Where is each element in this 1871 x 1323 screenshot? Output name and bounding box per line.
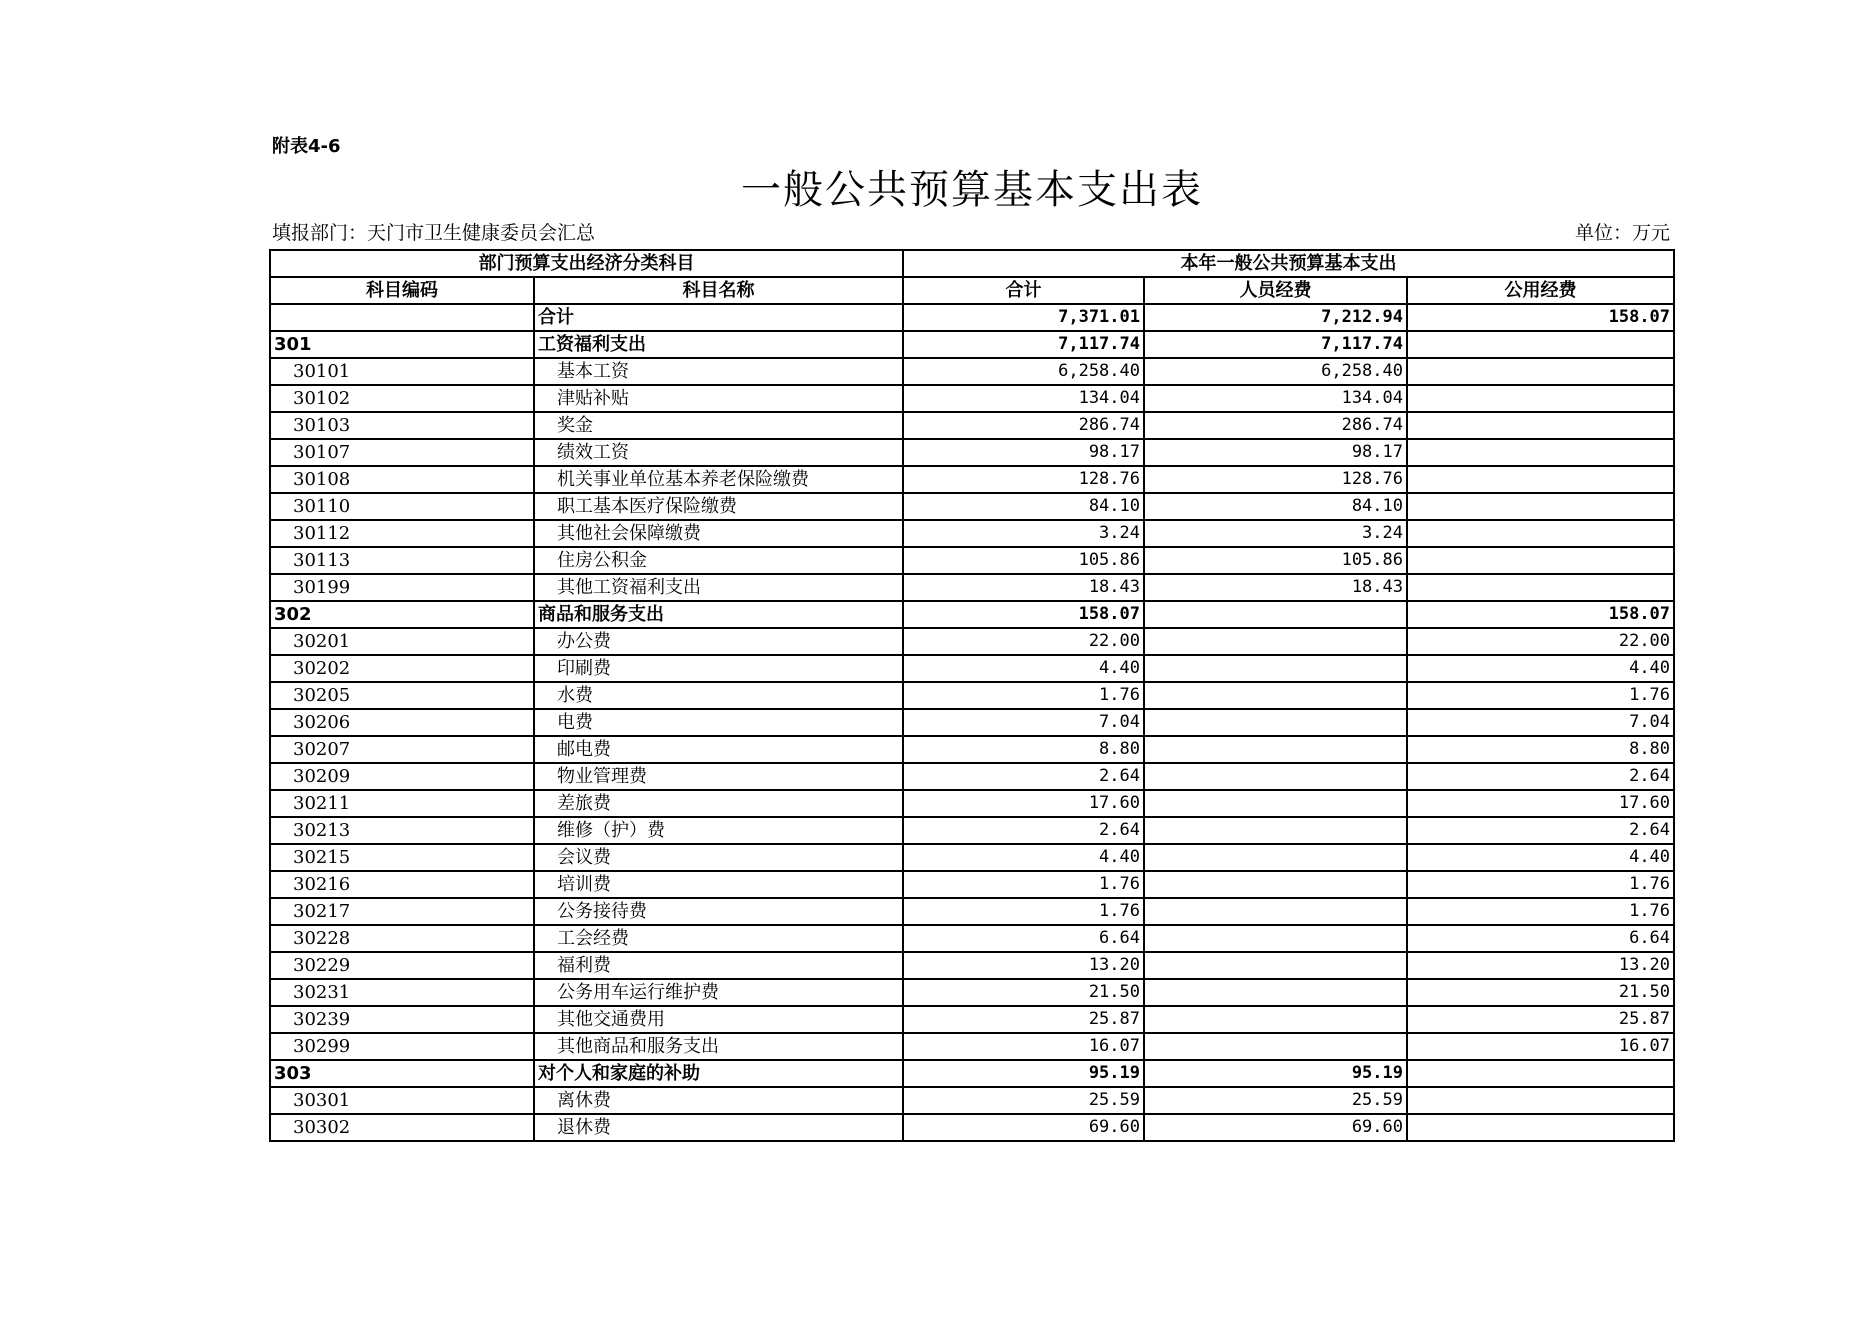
table-row — [270, 844, 1674, 871]
name-cell: 基本工资 — [534, 358, 903, 385]
attachment-label: 附表4-6 — [272, 136, 341, 157]
total-cell: 2.64 — [903, 817, 1144, 844]
public-cell — [1407, 493, 1674, 520]
total-cell: 84.10 — [903, 493, 1144, 520]
table-row — [270, 412, 1674, 439]
code-cell: 301 — [270, 331, 534, 358]
total-cell: 2.64 — [903, 763, 1144, 790]
total-cell: 69.60 — [903, 1114, 1144, 1141]
table-row — [270, 682, 1674, 709]
total-cell: 6,258.40 — [903, 358, 1144, 385]
page-title: 一般公共预算基本支出表 — [741, 167, 1203, 213]
table-row — [270, 736, 1674, 763]
name-cell: 机关事业单位基本养老保险缴费 — [534, 466, 903, 493]
public-cell: 158.07 — [1407, 304, 1674, 331]
column-header-row — [270, 277, 1674, 304]
public-cell — [1407, 358, 1674, 385]
table-row — [270, 304, 1674, 331]
column-header-name: 科目名称 — [534, 277, 903, 304]
public-cell: 2.64 — [1407, 817, 1674, 844]
unit-label: 单位：万元 — [1574, 222, 1670, 244]
table-row — [270, 655, 1674, 682]
personnel-cell — [1144, 655, 1407, 682]
personnel-cell — [1144, 601, 1407, 628]
code-cell: 30239 — [270, 1006, 534, 1033]
personnel-cell: 18.43 — [1144, 574, 1407, 601]
name-cell: 其他社会保障缴费 — [534, 520, 903, 547]
public-cell: 1.76 — [1407, 871, 1674, 898]
total-cell: 1.76 — [903, 682, 1144, 709]
name-cell: 公务接待费 — [534, 898, 903, 925]
name-cell: 福利费 — [534, 952, 903, 979]
table-row — [270, 1033, 1674, 1060]
table-row — [270, 1060, 1674, 1087]
total-cell: 25.59 — [903, 1087, 1144, 1114]
public-cell — [1407, 439, 1674, 466]
name-cell: 津贴补贴 — [534, 385, 903, 412]
personnel-cell — [1144, 817, 1407, 844]
name-cell: 离休费 — [534, 1087, 903, 1114]
table-row — [270, 520, 1674, 547]
name-cell: 物业管理费 — [534, 763, 903, 790]
name-cell: 奖金 — [534, 412, 903, 439]
table-row — [270, 466, 1674, 493]
public-cell: 7.04 — [1407, 709, 1674, 736]
total-cell: 7,117.74 — [903, 331, 1144, 358]
personnel-cell — [1144, 871, 1407, 898]
public-cell: 1.76 — [1407, 898, 1674, 925]
public-cell: 22.00 — [1407, 628, 1674, 655]
public-cell: 6.64 — [1407, 925, 1674, 952]
name-cell: 其他交通费用 — [534, 1006, 903, 1033]
total-cell: 22.00 — [903, 628, 1144, 655]
table-row — [270, 763, 1674, 790]
group-header-classification: 部门预算支出经济分类科目 — [270, 250, 903, 277]
total-cell: 17.60 — [903, 790, 1144, 817]
name-cell: 商品和服务支出 — [534, 601, 903, 628]
code-cell: 30199 — [270, 574, 534, 601]
personnel-cell — [1144, 682, 1407, 709]
code-cell: 30211 — [270, 790, 534, 817]
public-cell: 13.20 — [1407, 952, 1674, 979]
code-cell: 30113 — [270, 547, 534, 574]
name-cell: 绩效工资 — [534, 439, 903, 466]
public-cell — [1407, 1087, 1674, 1114]
name-cell: 电费 — [534, 709, 903, 736]
personnel-cell: 3.24 — [1144, 520, 1407, 547]
name-cell: 维修（护）费 — [534, 817, 903, 844]
public-cell — [1407, 1114, 1674, 1141]
total-cell: 158.07 — [903, 601, 1144, 628]
public-cell — [1407, 1060, 1674, 1087]
total-cell: 4.40 — [903, 844, 1144, 871]
table-row — [270, 709, 1674, 736]
personnel-cell — [1144, 979, 1407, 1006]
name-cell: 印刷费 — [534, 655, 903, 682]
total-cell: 98.17 — [903, 439, 1144, 466]
public-cell: 25.87 — [1407, 1006, 1674, 1033]
name-cell: 水费 — [534, 682, 903, 709]
name-cell: 合计 — [534, 304, 903, 331]
expenditure-table — [269, 249, 1675, 1142]
table-row — [270, 790, 1674, 817]
total-cell: 128.76 — [903, 466, 1144, 493]
code-cell — [270, 304, 534, 331]
table-row — [270, 493, 1674, 520]
personnel-cell — [1144, 709, 1407, 736]
code-cell: 30207 — [270, 736, 534, 763]
public-cell — [1407, 412, 1674, 439]
table-row — [270, 439, 1674, 466]
code-cell: 30202 — [270, 655, 534, 682]
total-cell: 18.43 — [903, 574, 1144, 601]
total-cell: 7,371.01 — [903, 304, 1144, 331]
name-cell: 公务用车运行维护费 — [534, 979, 903, 1006]
table-row — [270, 1114, 1674, 1141]
table-row — [270, 358, 1674, 385]
code-cell: 30206 — [270, 709, 534, 736]
public-cell — [1407, 385, 1674, 412]
name-cell: 工会经费 — [534, 925, 903, 952]
table-row — [270, 925, 1674, 952]
code-cell: 30217 — [270, 898, 534, 925]
code-cell: 30213 — [270, 817, 534, 844]
code-cell: 30228 — [270, 925, 534, 952]
total-cell: 6.64 — [903, 925, 1144, 952]
total-cell: 95.19 — [903, 1060, 1144, 1087]
column-header-code: 科目编码 — [270, 277, 534, 304]
personnel-cell: 98.17 — [1144, 439, 1407, 466]
public-cell: 16.07 — [1407, 1033, 1674, 1060]
code-cell: 30103 — [270, 412, 534, 439]
personnel-cell: 7,117.74 — [1144, 331, 1407, 358]
name-cell: 其他商品和服务支出 — [534, 1033, 903, 1060]
total-cell: 16.07 — [903, 1033, 1144, 1060]
personnel-cell — [1144, 844, 1407, 871]
total-cell: 1.76 — [903, 871, 1144, 898]
column-header-total: 合计 — [903, 277, 1144, 304]
table-row — [270, 952, 1674, 979]
public-cell: 1.76 — [1407, 682, 1674, 709]
total-cell: 13.20 — [903, 952, 1144, 979]
personnel-cell — [1144, 736, 1407, 763]
total-cell: 1.76 — [903, 898, 1144, 925]
total-cell: 8.80 — [903, 736, 1144, 763]
code-cell: 30215 — [270, 844, 534, 871]
public-cell: 21.50 — [1407, 979, 1674, 1006]
code-cell: 30299 — [270, 1033, 534, 1060]
personnel-cell — [1144, 790, 1407, 817]
personnel-cell — [1144, 898, 1407, 925]
public-cell: 8.80 — [1407, 736, 1674, 763]
name-cell: 培训费 — [534, 871, 903, 898]
name-cell: 职工基本医疗保险缴费 — [534, 493, 903, 520]
code-cell: 30231 — [270, 979, 534, 1006]
table-row — [270, 817, 1674, 844]
name-cell: 住房公积金 — [534, 547, 903, 574]
code-cell: 30201 — [270, 628, 534, 655]
personnel-cell: 105.86 — [1144, 547, 1407, 574]
table-body — [270, 304, 1674, 1141]
personnel-cell — [1144, 1006, 1407, 1033]
table-row — [270, 979, 1674, 1006]
group-header-row — [270, 250, 1674, 277]
code-cell: 30216 — [270, 871, 534, 898]
table-row — [270, 628, 1674, 655]
table-row — [270, 871, 1674, 898]
personnel-cell: 286.74 — [1144, 412, 1407, 439]
personnel-cell: 134.04 — [1144, 385, 1407, 412]
code-cell: 30101 — [270, 358, 534, 385]
public-cell: 158.07 — [1407, 601, 1674, 628]
name-cell: 邮电费 — [534, 736, 903, 763]
code-cell: 30209 — [270, 763, 534, 790]
public-cell: 4.40 — [1407, 844, 1674, 871]
code-cell: 30205 — [270, 682, 534, 709]
personnel-cell — [1144, 628, 1407, 655]
personnel-cell — [1144, 925, 1407, 952]
table-row — [270, 331, 1674, 358]
code-cell: 30107 — [270, 439, 534, 466]
name-cell: 差旅费 — [534, 790, 903, 817]
public-cell — [1407, 574, 1674, 601]
personnel-cell: 95.19 — [1144, 1060, 1407, 1087]
name-cell: 办公费 — [534, 628, 903, 655]
personnel-cell: 25.59 — [1144, 1087, 1407, 1114]
code-cell: 302 — [270, 601, 534, 628]
total-cell: 3.24 — [903, 520, 1144, 547]
public-cell: 4.40 — [1407, 655, 1674, 682]
total-cell: 105.86 — [903, 547, 1144, 574]
public-cell — [1407, 466, 1674, 493]
personnel-cell: 7,212.94 — [1144, 304, 1407, 331]
name-cell: 会议费 — [534, 844, 903, 871]
personnel-cell — [1144, 763, 1407, 790]
public-cell — [1407, 331, 1674, 358]
public-cell — [1407, 547, 1674, 574]
code-cell: 30301 — [270, 1087, 534, 1114]
code-cell: 303 — [270, 1060, 534, 1087]
table-row — [270, 574, 1674, 601]
table-row — [270, 547, 1674, 574]
table-row — [270, 1006, 1674, 1033]
total-cell: 4.40 — [903, 655, 1144, 682]
total-cell: 134.04 — [903, 385, 1144, 412]
name-cell: 其他工资福利支出 — [534, 574, 903, 601]
table-row — [270, 385, 1674, 412]
name-cell: 退休费 — [534, 1114, 903, 1141]
name-cell: 对个人和家庭的补助 — [534, 1060, 903, 1087]
column-header-personnel: 人员经费 — [1144, 277, 1407, 304]
personnel-cell — [1144, 1033, 1407, 1060]
table-row — [270, 601, 1674, 628]
code-cell: 30102 — [270, 385, 534, 412]
name-cell: 工资福利支出 — [534, 331, 903, 358]
reporting-department: 填报部门：天门市卫生健康委员会汇总 — [272, 222, 596, 244]
table-row — [270, 898, 1674, 925]
personnel-cell: 6,258.40 — [1144, 358, 1407, 385]
code-cell: 30112 — [270, 520, 534, 547]
total-cell: 25.87 — [903, 1006, 1144, 1033]
public-cell: 2.64 — [1407, 763, 1674, 790]
code-cell: 30110 — [270, 493, 534, 520]
group-header-basic-expenditure: 本年一般公共预算基本支出 — [903, 250, 1674, 277]
personnel-cell: 128.76 — [1144, 466, 1407, 493]
personnel-cell: 84.10 — [1144, 493, 1407, 520]
table-row — [270, 1087, 1674, 1114]
total-cell: 286.74 — [903, 412, 1144, 439]
code-cell: 30229 — [270, 952, 534, 979]
code-cell: 30108 — [270, 466, 534, 493]
column-header-public: 公用经费 — [1407, 277, 1674, 304]
total-cell: 21.50 — [903, 979, 1144, 1006]
total-cell: 7.04 — [903, 709, 1144, 736]
personnel-cell: 69.60 — [1144, 1114, 1407, 1141]
public-cell: 17.60 — [1407, 790, 1674, 817]
public-cell — [1407, 520, 1674, 547]
personnel-cell — [1144, 952, 1407, 979]
code-cell: 30302 — [270, 1114, 534, 1141]
